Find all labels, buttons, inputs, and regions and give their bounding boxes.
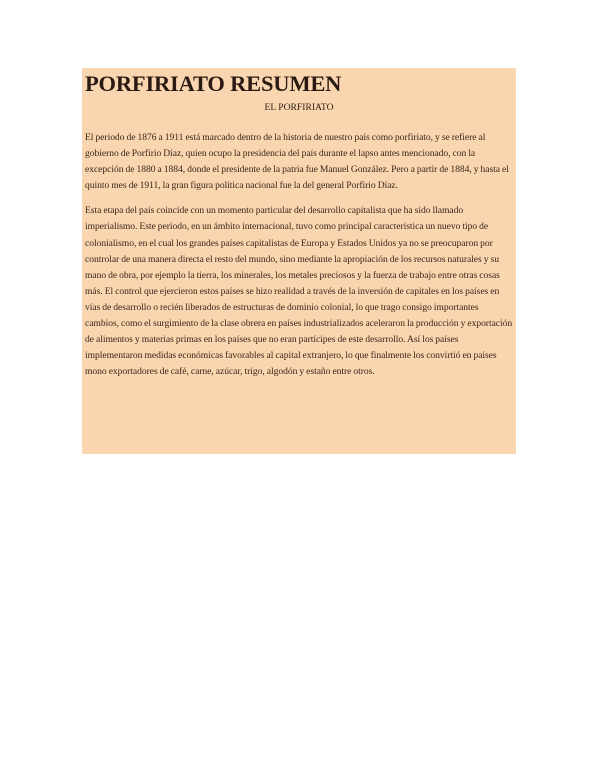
paragraph-imperialism: Esta etapa del país coincide con un momento particular del desarrollo capitalista que ha sido llamado imperialismo. Este periodo, en un ámbito internacional, tuvo como principal característica un nuevo tipo de colonialismo, en el cual los grandes países capitalistas de Europa y Estados Unidos ya no se preocuparon por controlar de una manera directa el resto del mundo, sino mediante la apropiación de los recursos naturales y su mano de obra, por ejemplo la tierra, los minerales, los metales preciosos y la fuerza de trabajo entre otras cosas más. El control que ejercieron estos países se hizo realidad a través de la inversión de capitales en los países en vías de desarrollo o recién liberados de estructuras de dominio colonial, lo que trago consigo importantes cambios, como el surgimiento de la clase obrera en países industrializados aceleraron la producción y exportación de alimentos y materias primas en los países que no eran partícipes de este desarrollo. Así los países implementaron medidas económicas favorables al capital extranjero, lo que finalmente los convirtió en países mono exportadores de café, carne, azúcar, trigo, algodón y estaño entre otros. — [85, 205, 513, 378]
paragraph-intro: El periodo de 1876 a 1911 está marcado dentro de la historia de nuestro país como porfiriato, y se refiere al gobierno de Porfirio Díaz, quien ocupo la presidencia del país durante el lapso antes mencionado, con la excepción de 1880 a 1884, donde el presidente de la patria fue Manuel González. Pero a partir de 1884, y hasta el quinto mes de 1911, la gran figura política nacional fue la del general Porfirio Díaz. — [85, 132, 509, 192]
content-box — [82, 68, 516, 454]
document-subtitle: EL PORFIRIATO — [264, 102, 334, 113]
document-title: PORFIRIATO RESUMEN — [85, 71, 342, 96]
